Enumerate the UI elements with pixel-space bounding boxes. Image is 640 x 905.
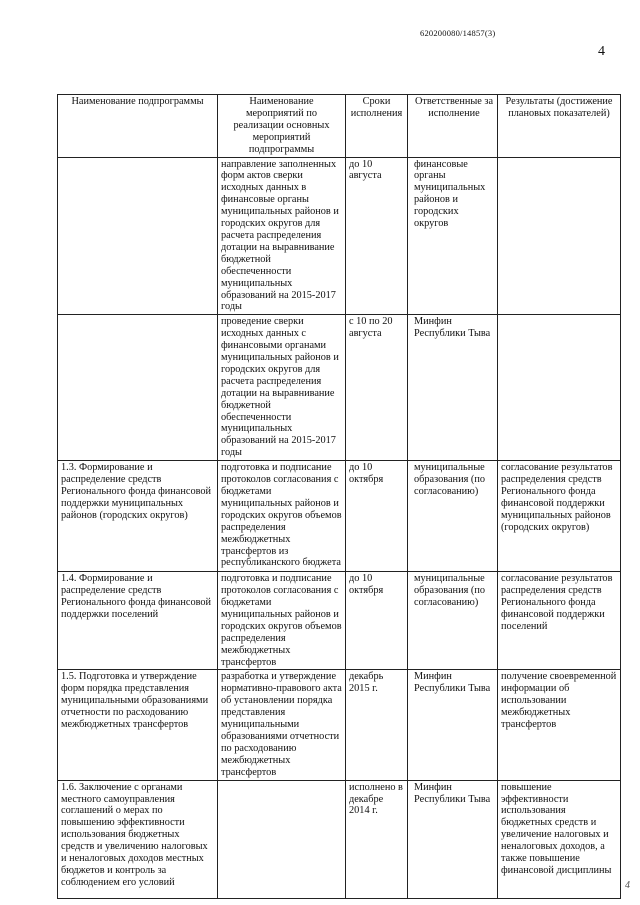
cell-responsible: финансовые органы муниципальных районов и городских округов [408,157,498,315]
cell-deadline: до 10 августа [346,157,408,315]
cell-subprogram [58,157,218,315]
header-deadline: Сроки исполнения [346,95,408,158]
cell-deadline: декабрь 2015 г. [346,670,408,780]
cell-deadline: исполнено в декабре 2014 г. [346,780,408,898]
table-row [58,461,621,572]
table-row [58,572,621,670]
cell-responsible: Минфин Республики Тыва [408,315,498,461]
table-row [58,780,621,898]
corner-mark: 4 [625,880,630,891]
cell-result [498,315,621,461]
activities-table [57,94,621,899]
cell-deadline: до 10 октября [346,461,408,572]
cell-subprogram: 1.5. Подготовка и утверждение форм порядка представления муниципальными образованиями отчетности по расходованию межбюджетных трансфертов [58,670,218,780]
table-header-row [58,95,621,158]
cell-deadline: до 10 октября [346,572,408,670]
cell-responsible: Минфин Республики Тыва [408,670,498,780]
cell-subprogram: 1.6. Заключение с органами местного самоуправления соглашений о мерах по повышению эффективности использования бюджетных средств и увеличению налоговых и неналоговых доходов местных бюджетов и контроль за соблюдением его условий [58,780,218,898]
cell-activity: подготовка и подписание протоколов согласования с бюджетами муниципальных районов и городских округов объемов распределения межбюджетных трансфертов [218,572,346,670]
cell-result: повышение эффективности использования бюджетных средств и увеличение налоговых и неналоговых доходов, а также повышение финансовой дисциплины [498,780,621,898]
header-subprogram: Наименование подпрограммы [58,95,218,158]
table-row [58,157,621,315]
cell-activity: направление заполненных форм актов сверки исходных данных в финансовые органы муниципальных районов и городских округов для расчета распределения дотации на выравнивание бюджетной обеспеченности муниципальных образований на 2015-2017 годы [218,157,346,315]
cell-result [498,157,621,315]
header-responsible: Ответственные за исполнение [408,95,498,158]
header-result: Результаты (достижение плановых показателей) [498,95,621,158]
cell-responsible: муниципальные образования (по согласованию) [408,461,498,572]
page-number: 4 [598,44,605,59]
table-row [58,315,621,461]
cell-activity: подготовка и подписание протоколов согласования с бюджетами муниципальных районов и городских округов объемов распределения межбюджетных трансфертов из республиканского бюджета [218,461,346,572]
cell-deadline: с 10 по 20 августа [346,315,408,461]
cell-activity [218,780,346,898]
cell-subprogram [58,315,218,461]
cell-subprogram: 1.3. Формирование и распределение средств Регионального фонда финансовой поддержки муниципальных районов (городских округов) [58,461,218,572]
document-id: 620200080/14857(3) [420,28,496,38]
cell-responsible: Минфин Республики Тыва [408,780,498,898]
cell-subprogram: 1.4. Формирование и распределение средств Регионального фонда финансовой поддержки поселений [58,572,218,670]
table-row [58,670,621,780]
cell-result: согласование результатов распределения средств Регионального фонда финансовой поддержки муниципальных районов (городских округов) [498,461,621,572]
cell-result: получение своевременной информации об использовании межбюджетных трансфертов [498,670,621,780]
cell-activity: проведение сверки исходных данных с финансовыми органами муниципальных районов и городских округов для расчета распределения дотации на выравнивание бюджетной обеспеченности муниципальных образований на 2015-2017 годы [218,315,346,461]
header-activity: Наименование мероприятий по реализации основных мероприятий подпрограммы [218,95,346,158]
cell-responsible: муниципальные образования (по согласованию) [408,572,498,670]
cell-result: согласование результатов распределения средств Регионального фонда финансовой поддержки поселений [498,572,621,670]
cell-activity: разработка и утверждение нормативно-правового акта об установлении порядка представления муниципальными образованиями отчетности по расходованию межбюджетных трансфертов [218,670,346,780]
